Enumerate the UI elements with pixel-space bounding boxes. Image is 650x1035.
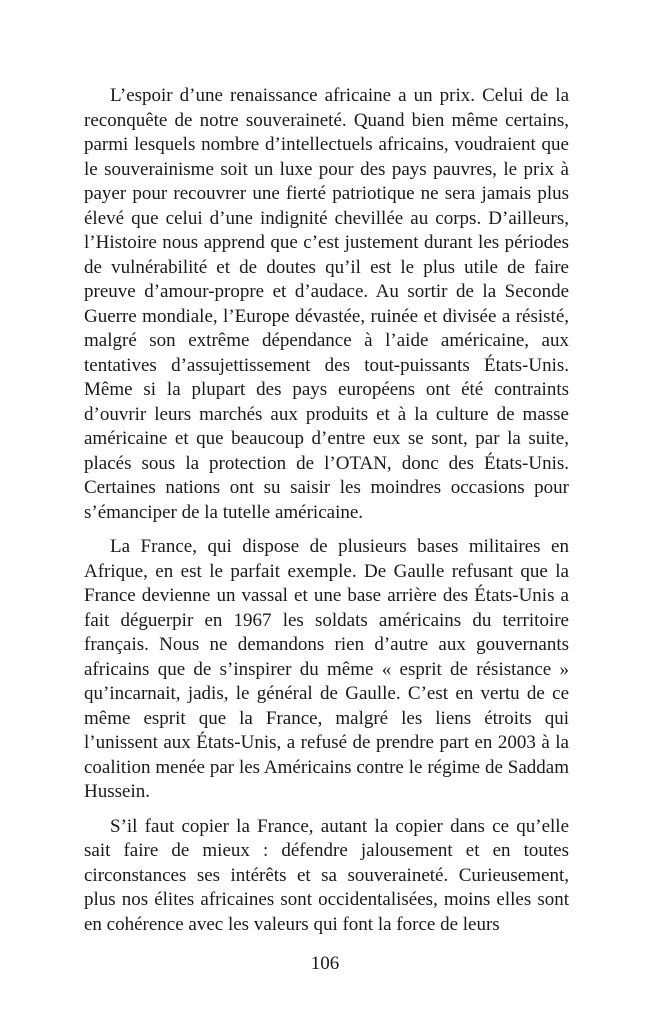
paragraph-1: L’espoir d’une renaissance africaine a un prix. Celui de la reconquête de notre souveraineté. Quand bien même certains, parmi lesquels nombre d’intellectuels africains, voudraient que le souverainisme soit un luxe pour des pays pauvres, le prix à payer pour recouvrer une fierté patriotique ne sera jamais plus élevé que celui d’une indignité chevillée au corps. D’ailleurs, l’Histoire nous apprend que c’est justement durant les périodes de vulnérabilité et de doutes qu’il est le plus utile de faire preuve d’amour-propre et d’audace. Au sortir de la Seconde Guerre mondiale, l’Europe dévastée, ruinée et divisée a résisté, malgré son extrême dépendance à l’aide américaine, aux tentatives d’assujettissement des tout-puissants États-Unis. Même si la plupart des pays européens ont été contraints d’ouvrir leurs marchés aux produits et à la culture de masse américaine et que beaucoup d’entre eux se sont, par la suite, placés sous la protection de l’OTAN, donc des États-Unis. Certaines nations ont su saisir les moindres occasions pour s’émanciper de la tutelle américaine.	[84, 85, 569, 523]
page-number: 106	[310, 953, 340, 974]
paragraph-3: S’il faut copier la France, autant la copier dans ce qu’elle sait faire de mieux : défendre jalousement et en toutes circonstances ses intérêts et sa souveraineté. Curieusement, plus nos élites africaines sont occidentalisées, moins elles sont en cohérence avec les valeurs qui font la force de leurs	[84, 815, 569, 935]
page-body	[84, 84, 569, 947]
paragraph-2: La France, qui dispose de plusieurs bases militaires en Afrique, en est le parfait exemple. De Gaulle refusant que la France devienne un vassal et une base arrière des États-Unis a fait déguerpir en 1967 les soldats américains du territoire français. Nous ne demandons rien d’autre aux gouvernants africains que de s’inspirer du même « esprit de résistance » qu’incarnait, jadis, le général de Gaulle. C’est en vertu de ce même esprit que la France, malgré les liens étroits qui l’unissent aux États-Unis, a refusé de prendre part en 2003 à la coalition menée par les Américains contre le régime de Saddam Hussein.	[84, 536, 569, 802]
